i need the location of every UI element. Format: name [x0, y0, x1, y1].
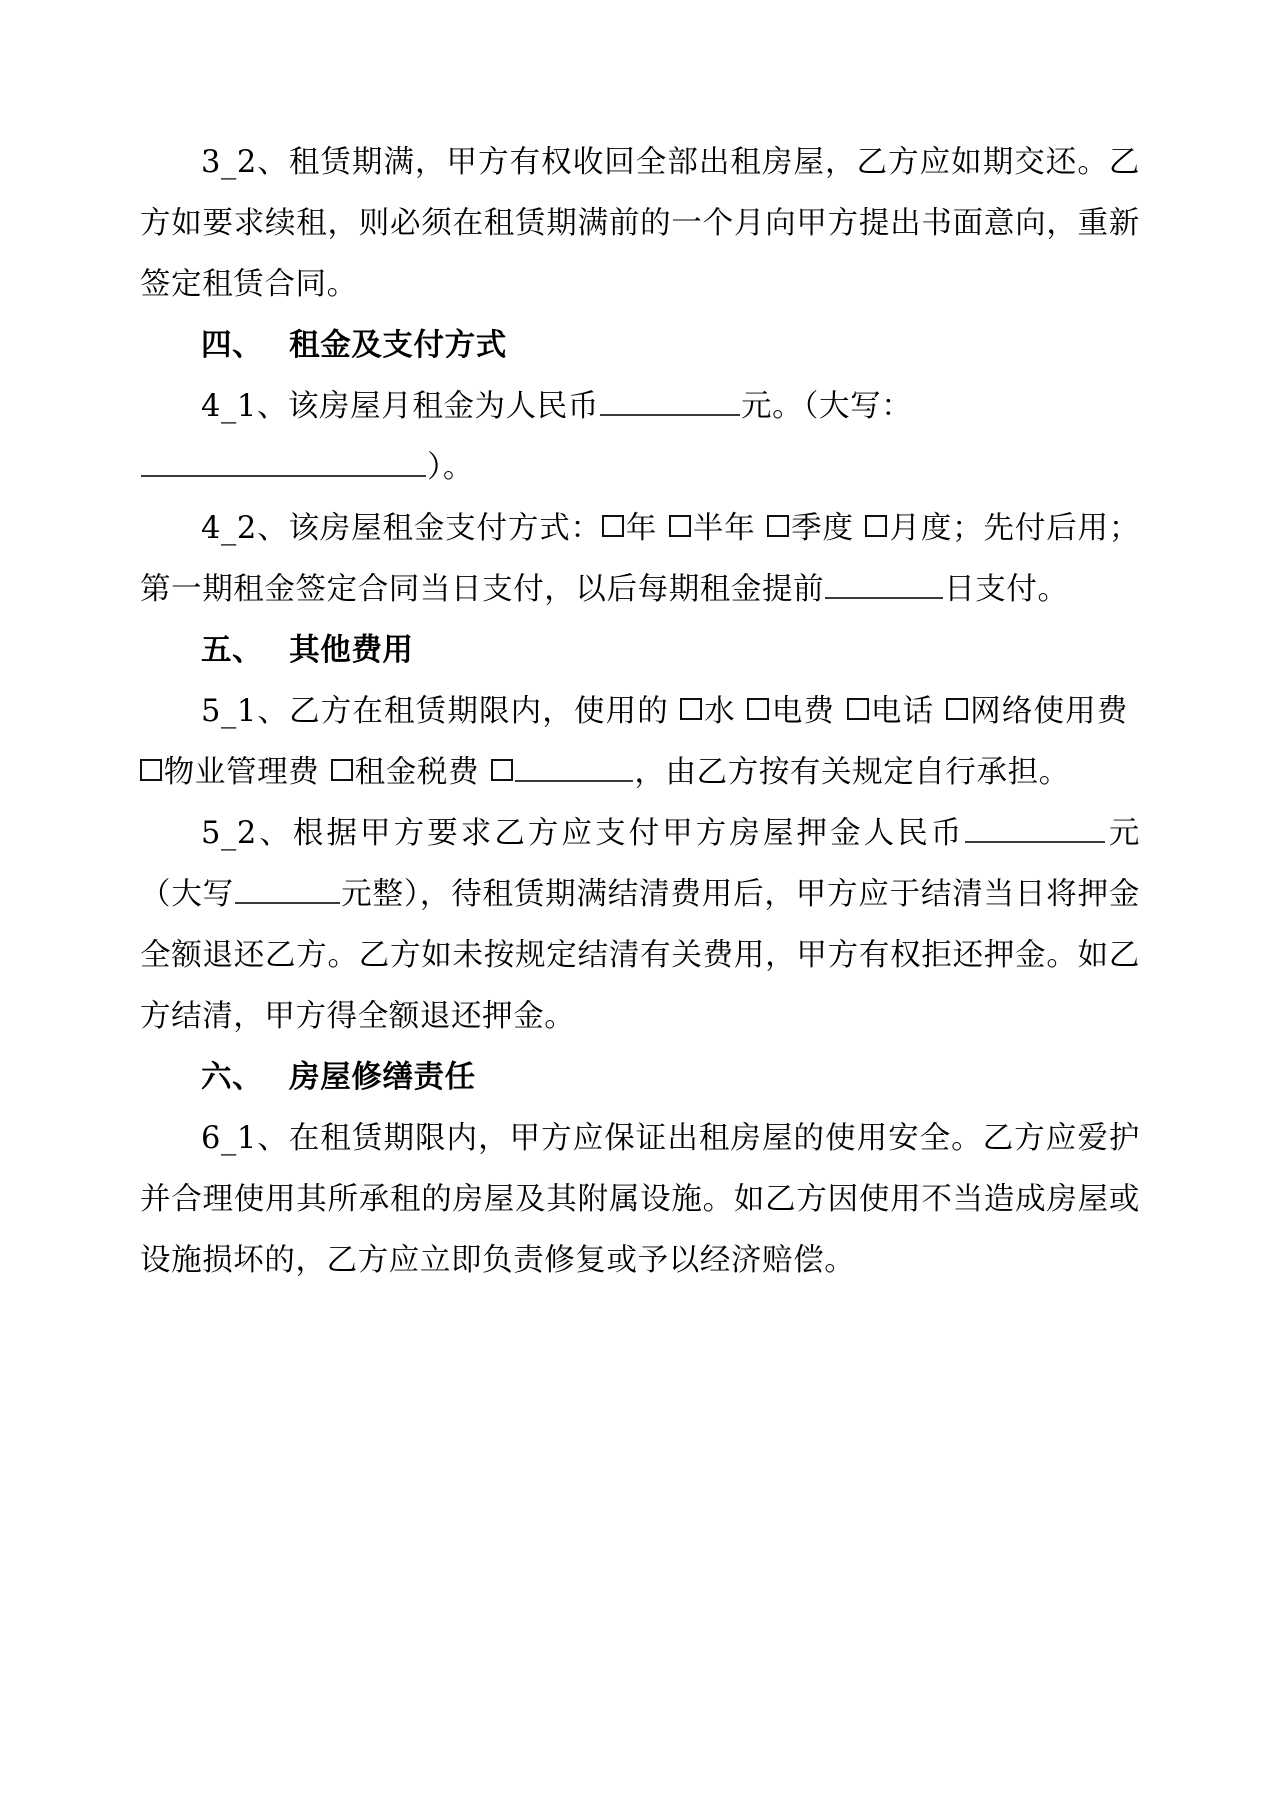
clause-5-1-text-15: ，由乙方按有关规定自行承担。	[634, 755, 1070, 790]
clause-5-2-text-2: 元（大写	[140, 816, 1140, 912]
clause-5-1	[140, 681, 1140, 803]
checkbox-icon[interactable]	[602, 515, 624, 537]
checkbox-icon[interactable]	[680, 698, 702, 720]
clause-5-1-blank-14[interactable]	[515, 750, 633, 782]
clause-5-1-option-3[interactable]	[747, 694, 835, 729]
clause-4-2-text-8: ；先付后用；第一期租金签定合同当日支付，以后每期租金提前	[140, 511, 1140, 607]
clause-4-1-text-5: ）。	[427, 450, 474, 485]
clause-5-1-option-label-7: 网络使用费	[969, 694, 1129, 729]
section-heading-six-title: 房屋修缮责任	[289, 1059, 476, 1095]
clause-4-2-option-7[interactable]	[865, 511, 952, 546]
section-heading-four-title: 租金及支付方式	[289, 327, 507, 363]
clause-5-1-option-label-11: 租金税费	[354, 755, 480, 790]
clause-4-2-option-label-5: 季度	[790, 511, 854, 546]
clause-5-1-option-label-5: 电话	[870, 694, 935, 729]
checkbox-icon[interactable]	[865, 515, 887, 537]
clause-4-1-text-2: 元。（大写：	[740, 389, 913, 424]
clause-5-1-text-0: 5_1、乙方在租赁期限内，使用的	[201, 694, 680, 729]
clause-5-1-option-13[interactable]	[491, 755, 515, 790]
clause-4-2-option-1[interactable]	[602, 511, 657, 546]
section-heading-five	[140, 620, 1140, 681]
checkbox-icon[interactable]	[331, 759, 353, 781]
section-heading-four-number: 四、	[201, 327, 264, 363]
clause-4-2-text-10: 日支付。	[944, 572, 1069, 607]
checkbox-icon[interactable]	[946, 698, 968, 720]
section-heading-four	[140, 315, 1140, 376]
section-heading-five-number: 五、	[201, 632, 264, 668]
checkbox-icon[interactable]	[767, 515, 789, 537]
clause-4-1-text-0: 4_1、该房屋月租金为人民币	[201, 389, 599, 424]
clause-5-1-option-label-1: 水	[703, 694, 736, 729]
clause-4-2	[140, 498, 1140, 620]
clause-4-2-option-label-7: 月度	[889, 511, 953, 546]
clause-5-1-option-1[interactable]	[680, 694, 736, 729]
checkbox-icon[interactable]	[847, 698, 869, 720]
clause-5-1-option-9[interactable]	[140, 755, 319, 790]
section-heading-six-number: 六、	[201, 1059, 264, 1095]
clause-5-1-option-7[interactable]	[946, 694, 1129, 729]
clause-4-1-blank-1[interactable]	[600, 384, 740, 416]
clause-4-2-blank-9[interactable]	[825, 567, 943, 599]
checkbox-icon[interactable]	[747, 698, 769, 720]
clause-5-1-option-label-3: 电费	[771, 694, 836, 729]
clause-5-2-blank-1[interactable]	[965, 811, 1105, 843]
clause-5-2	[140, 803, 1140, 1047]
section-heading-six	[140, 1047, 1140, 1108]
section-heading-five-title: 其他费用	[289, 632, 414, 668]
clause-4-2-text-0: 4_2、该房屋租金支付方式：	[201, 511, 602, 546]
clause-6-1-text: 6_1、在租赁期限内，甲方应保证出租房屋的使用安全。乙方应爱护并合理使用其所承租的房屋及其附属设施。如乙方因使用不当造成房屋或设施损坏的，乙方应立即负责修复或予以经济赔偿。	[140, 1121, 1140, 1278]
checkbox-icon[interactable]	[140, 759, 162, 781]
clause-4-2-option-3[interactable]	[669, 511, 756, 546]
clause-5-2-blank-3[interactable]	[235, 872, 340, 904]
clause-5-1-option-label-9: 物业管理费	[163, 755, 320, 790]
clause-5-1-option-11[interactable]	[331, 755, 479, 790]
clause-5-2-text-4: 元整），待租赁期满结清费用后，甲方应于结清当日将押金全额退还乙方。乙方如未按规定结清有关费用，甲方有权拒还押金。如乙方结清，甲方得全额退还押金。	[140, 877, 1140, 1034]
checkbox-icon[interactable]	[669, 515, 691, 537]
checkbox-icon[interactable]	[491, 759, 513, 781]
clause-4-2-option-label-1: 年	[625, 511, 658, 546]
clause-3-2-text: 3_2、租赁期满，甲方有权收回全部出租房屋，乙方应如期交还。乙方如要求续租，则必须在租赁期满前的一个月向甲方提出书面意向，重新签定租赁合同。	[140, 145, 1140, 302]
clause-6-1	[140, 1108, 1140, 1291]
clause-4-1	[140, 376, 1140, 498]
clause-3-2	[140, 132, 1140, 315]
clause-4-2-option-label-3: 半年	[692, 511, 756, 546]
clause-4-2-option-5[interactable]	[767, 511, 854, 546]
clause-4-1-blank-4[interactable]	[141, 445, 426, 477]
clause-5-2-text-0: 5_2、根据甲方要求乙方应支付甲方房屋押金人民币	[201, 816, 965, 851]
clause-5-1-option-5[interactable]	[847, 694, 935, 729]
document-body	[140, 132, 1140, 1291]
